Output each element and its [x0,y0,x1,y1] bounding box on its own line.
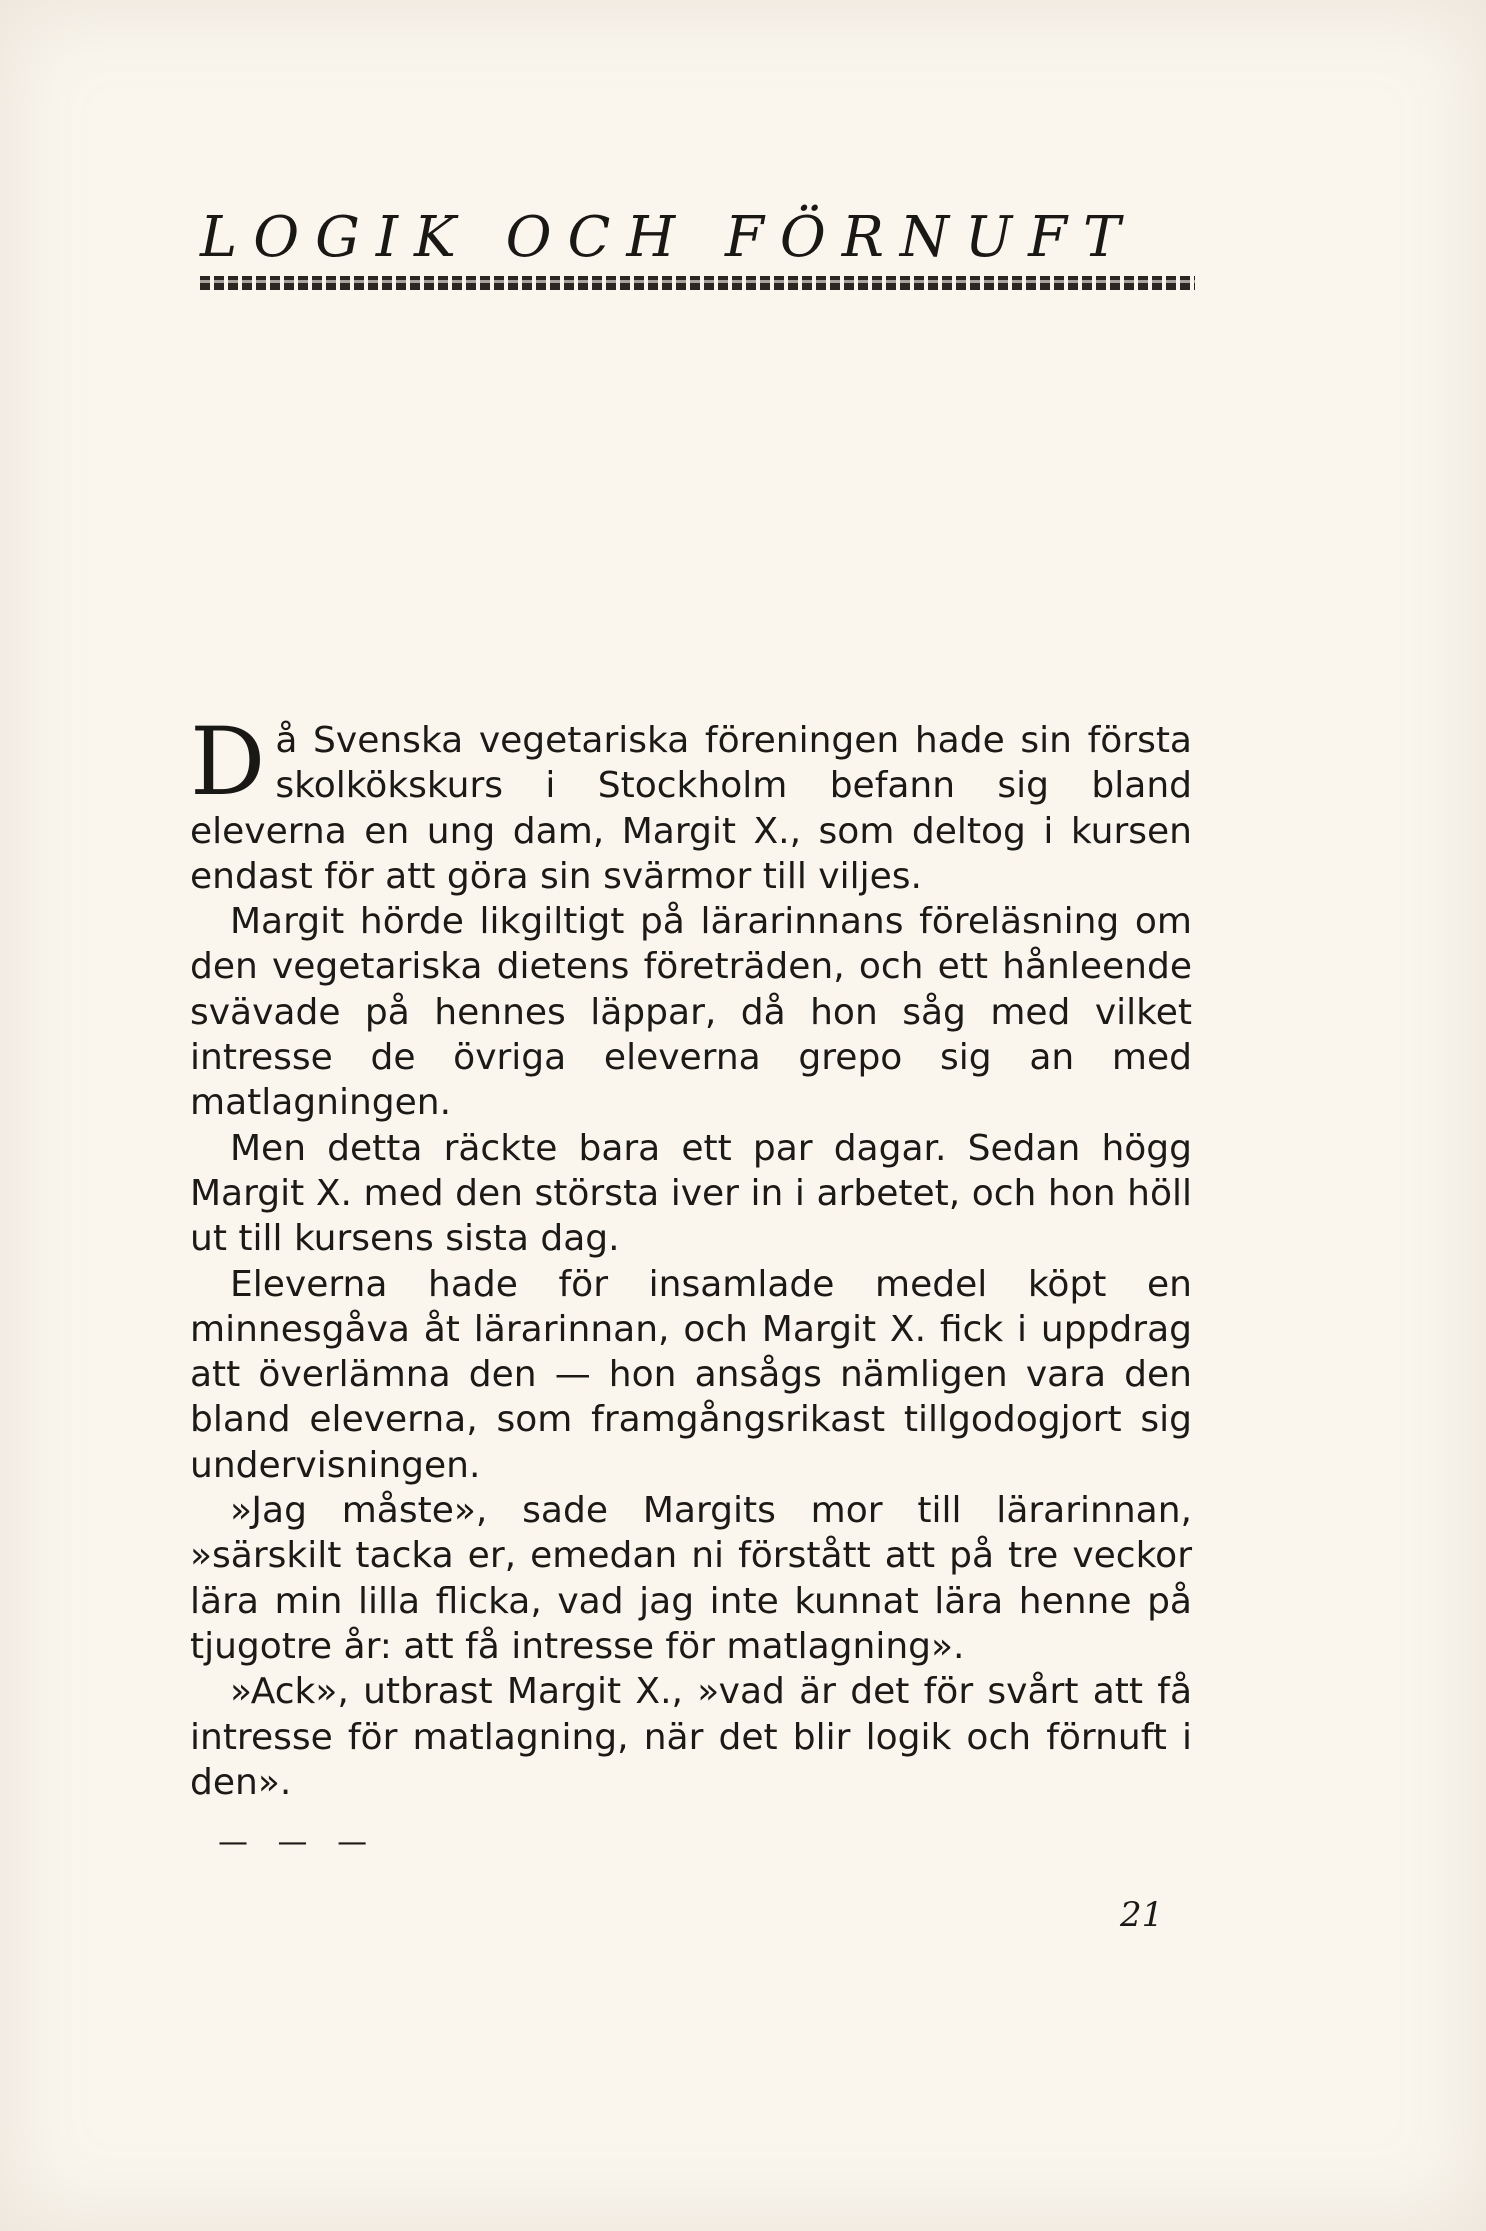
paragraph-6: »Ack», utbrast Margit X., »vad är det för svårt att få intresse för matlagning, när det blir logik och förnuft i den». [190,1671,1192,1803]
paragraph-1-text: å Svenska vegetariska föreningen hade sin första skolkökskurs i Stockholm befann sig bland eleverna en ung dam, Margit X., som deltog i kursen endast för att göra sin svärmor till viljes. [190,720,1192,897]
paragraph-5: »Jag måste», sade Margits mor till lärarinnan, »särskilt tacka er, emedan ni förstått att på tre veckor lära min lilla flicka, vad jag inte kunnat lära henne på tjugotre år: att få intresse för matlagning». [190,1490,1192,1667]
closing-dashes: — — — [218,1825,378,1860]
title-ornamental-rule [200,276,1195,290]
paragraph-2: Margit hörde likgiltigt på lärarinnans föreläsning om den vegetariska dietens företräden, och ett hånleende svävade på hennes läppar, då hon såg med vilket intresse de övriga eleverna grepo sig an med matlagningen. [190,901,1192,1124]
page-number: 21 [1120,1895,1164,1935]
paragraph-1 [190,708,1192,899]
paragraph-3: Men detta räckte bara ett par dagar. Sedan högg Margit X. med den största iver in i arbetet, och hon höll ut till kursens sista dag. [190,1127,1192,1260]
chapter-title: LOGIK OCH FÖRNUFT [200,205,1137,270]
drop-cap: D [190,708,266,817]
paragraph-4: Eleverna hade för insamlade medel köpt en minnesgåva åt lärarinnan, och Margit X. fick i uppdrag att överlämna den — hon ansågs nämligen vara den bland eleverna, som framgångsrikast tillgodogjort sig undervisningen. [190,1263,1192,1486]
story-body [190,708,1192,1805]
